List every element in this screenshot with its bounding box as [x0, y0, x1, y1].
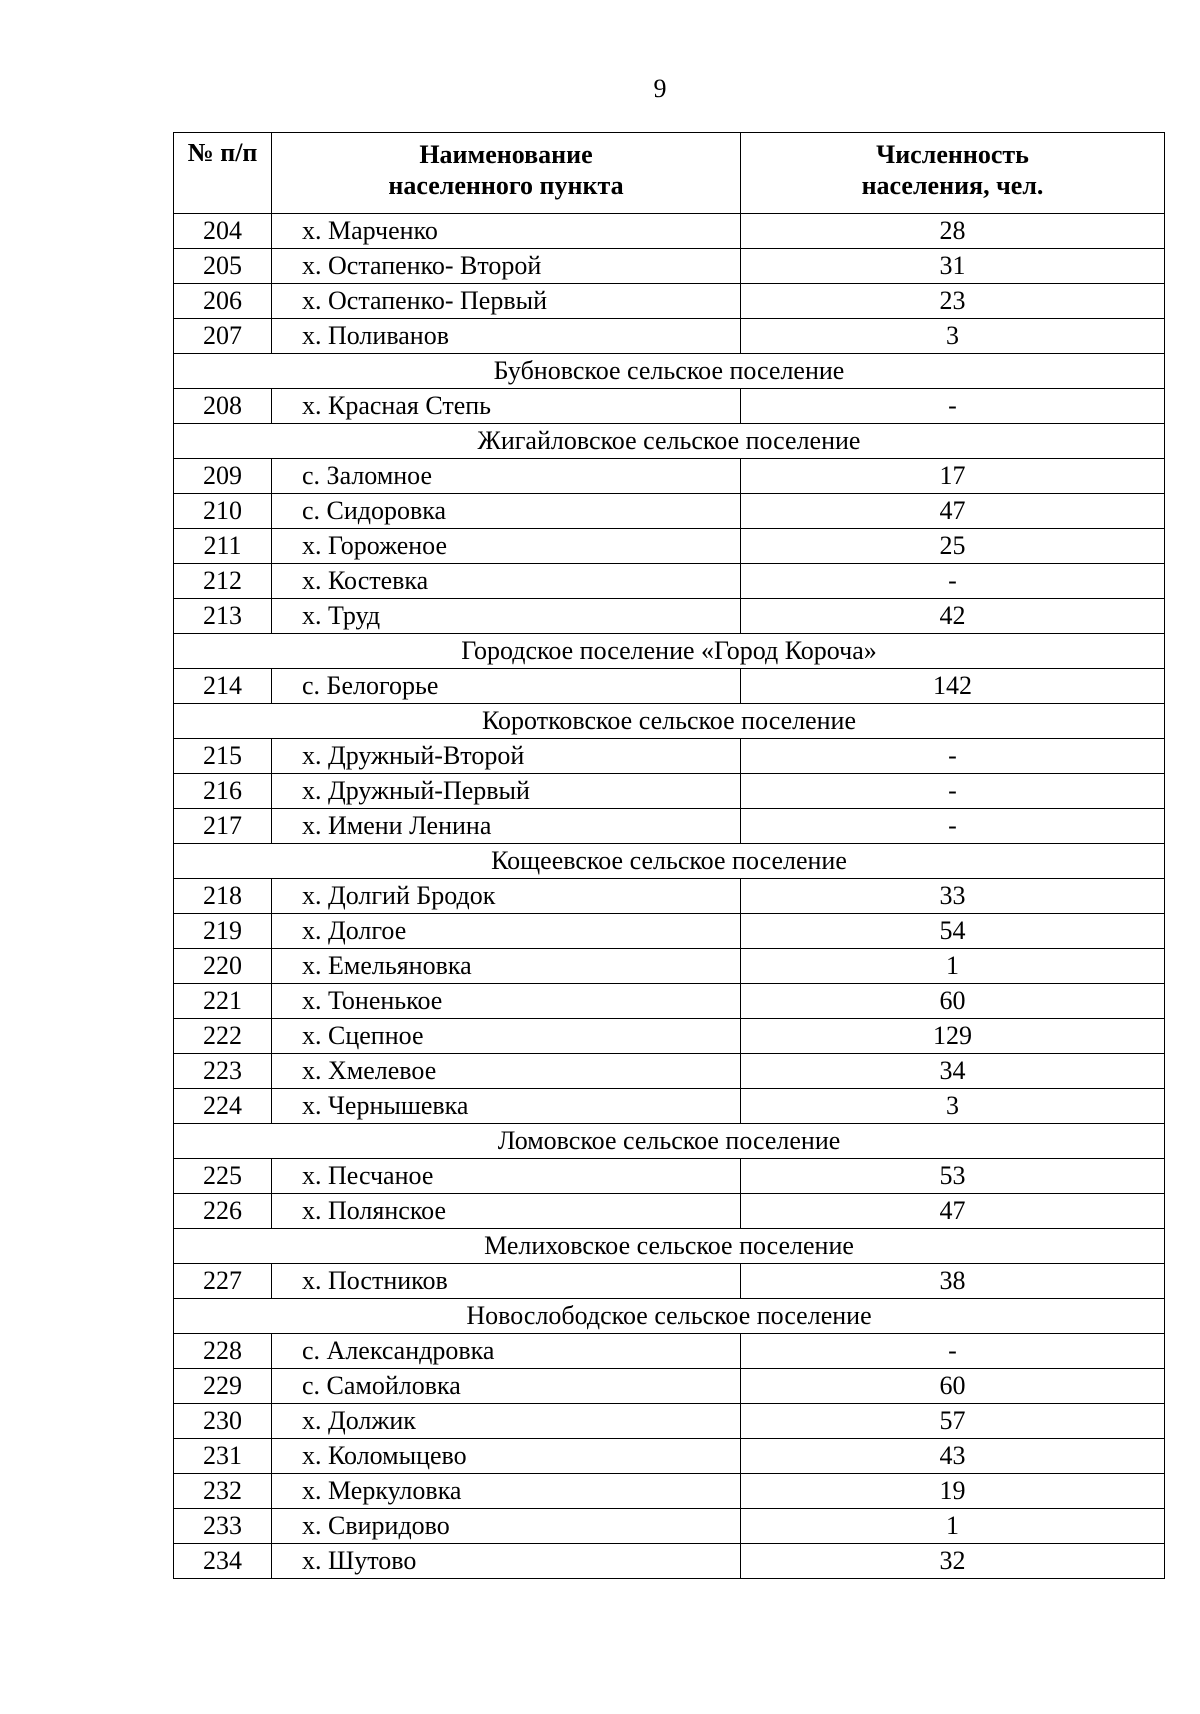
table-row	[174, 949, 1165, 984]
section-title: Городское поселение «Город Короча»	[174, 634, 1165, 669]
row-number: 227	[174, 1264, 272, 1299]
settlement-name: с. Белогорье	[272, 669, 741, 704]
section-title: Коротковское сельское поселение	[174, 704, 1165, 739]
table-row	[174, 1159, 1165, 1194]
table-row	[174, 599, 1165, 634]
settlement-name: х. Коломыцево	[272, 1439, 741, 1474]
population-value: -	[741, 389, 1165, 424]
section-row	[174, 354, 1165, 389]
settlement-name: х. Красная Степь	[272, 389, 741, 424]
settlement-name: х. Шутово	[272, 1544, 741, 1579]
table-row	[174, 389, 1165, 424]
table-row	[174, 1369, 1165, 1404]
settlement-name: с. Самойловка	[272, 1369, 741, 1404]
header-settlement-name	[272, 133, 741, 214]
table-row	[174, 1544, 1165, 1579]
settlement-name: х. Песчаное	[272, 1159, 741, 1194]
table-row	[174, 494, 1165, 529]
population-value: 1	[741, 1509, 1165, 1544]
population-value: 3	[741, 1089, 1165, 1124]
settlement-name: х. Костевка	[272, 564, 741, 599]
row-number: 209	[174, 459, 272, 494]
row-number: 226	[174, 1194, 272, 1229]
row-number: 211	[174, 529, 272, 564]
row-number: 234	[174, 1544, 272, 1579]
row-number: 228	[174, 1334, 272, 1369]
header-number: № п/п	[174, 133, 272, 214]
settlement-name: х. Постников	[272, 1264, 741, 1299]
settlement-name: х. Чернышевка	[272, 1089, 741, 1124]
section-title: Ломовское сельское поселение	[174, 1124, 1165, 1159]
row-number: 229	[174, 1369, 272, 1404]
table-row	[174, 669, 1165, 704]
population-value: 25	[741, 529, 1165, 564]
settlements-table-container	[173, 132, 1164, 1579]
row-number: 225	[174, 1159, 272, 1194]
row-number: 214	[174, 669, 272, 704]
settlement-name: с. Александровка	[272, 1334, 741, 1369]
header-row	[174, 133, 1165, 214]
settlement-name: х. Остапенко- Второй	[272, 249, 741, 284]
row-number: 222	[174, 1019, 272, 1054]
row-number: 219	[174, 914, 272, 949]
table-row	[174, 879, 1165, 914]
table-row	[174, 1474, 1165, 1509]
table-row	[174, 774, 1165, 809]
population-value: -	[741, 1334, 1165, 1369]
settlement-name: х. Имени Ленина	[272, 809, 741, 844]
row-number: 210	[174, 494, 272, 529]
row-number: 232	[174, 1474, 272, 1509]
section-title: Новослободское сельское поселение	[174, 1299, 1165, 1334]
header-name-line2: населенного пункта	[388, 171, 624, 200]
settlement-name: х. Тоненькое	[272, 984, 741, 1019]
settlement-name: с. Заломное	[272, 459, 741, 494]
population-value: 34	[741, 1054, 1165, 1089]
table-row	[174, 1509, 1165, 1544]
table-row	[174, 564, 1165, 599]
table-row	[174, 1054, 1165, 1089]
population-value: 17	[741, 459, 1165, 494]
row-number: 233	[174, 1509, 272, 1544]
table-row	[174, 284, 1165, 319]
row-number: 207	[174, 319, 272, 354]
settlement-name: х. Долгое	[272, 914, 741, 949]
settlement-name: х. Гороженое	[272, 529, 741, 564]
row-number: 217	[174, 809, 272, 844]
table-row	[174, 214, 1165, 249]
settlement-name: с. Сидоровка	[272, 494, 741, 529]
population-value: 47	[741, 1194, 1165, 1229]
table-header	[174, 133, 1165, 214]
settlement-name: х. Емельяновка	[272, 949, 741, 984]
table-row	[174, 529, 1165, 564]
settlement-name: х. Дружный-Первый	[272, 774, 741, 809]
settlement-name: х. Остапенко- Первый	[272, 284, 741, 319]
row-number: 205	[174, 249, 272, 284]
population-value: 60	[741, 1369, 1165, 1404]
population-value: 28	[741, 214, 1165, 249]
row-number: 220	[174, 949, 272, 984]
row-number: 212	[174, 564, 272, 599]
section-row	[174, 424, 1165, 459]
settlement-name: х. Хмелевое	[272, 1054, 741, 1089]
settlement-name: х. Долгий Бродок	[272, 879, 741, 914]
row-number: 206	[174, 284, 272, 319]
header-pop-line1: Численность	[876, 140, 1029, 169]
table-row	[174, 1194, 1165, 1229]
table-row	[174, 914, 1165, 949]
population-value: -	[741, 739, 1165, 774]
section-title: Жигайловское сельское поселение	[174, 424, 1165, 459]
settlements-table	[173, 132, 1165, 1579]
table-row	[174, 249, 1165, 284]
table-row	[174, 1404, 1165, 1439]
population-value: -	[741, 774, 1165, 809]
table-row	[174, 459, 1165, 494]
population-value: -	[741, 809, 1165, 844]
table-row	[174, 1019, 1165, 1054]
section-row	[174, 1299, 1165, 1334]
header-pop-line2: населения, чел.	[861, 171, 1044, 200]
table-row	[174, 319, 1165, 354]
row-number: 224	[174, 1089, 272, 1124]
row-number: 231	[174, 1439, 272, 1474]
population-value: 57	[741, 1404, 1165, 1439]
table-row	[174, 1089, 1165, 1124]
table-row	[174, 1334, 1165, 1369]
row-number: 215	[174, 739, 272, 774]
population-value: 42	[741, 599, 1165, 634]
row-number: 208	[174, 389, 272, 424]
settlement-name: х. Марченко	[272, 214, 741, 249]
population-value: 54	[741, 914, 1165, 949]
population-value: 1	[741, 949, 1165, 984]
population-value: 38	[741, 1264, 1165, 1299]
row-number: 223	[174, 1054, 272, 1089]
table-body	[174, 214, 1165, 1579]
population-value: 31	[741, 249, 1165, 284]
table-row	[174, 984, 1165, 1019]
settlement-name: х. Должик	[272, 1404, 741, 1439]
table-row	[174, 739, 1165, 774]
section-title: Мелиховское сельское поселение	[174, 1229, 1165, 1264]
population-value: 33	[741, 879, 1165, 914]
population-value: 129	[741, 1019, 1165, 1054]
section-row	[174, 1124, 1165, 1159]
header-population	[741, 133, 1165, 214]
population-value: 19	[741, 1474, 1165, 1509]
population-value: 60	[741, 984, 1165, 1019]
row-number: 204	[174, 214, 272, 249]
row-number: 218	[174, 879, 272, 914]
row-number: 221	[174, 984, 272, 1019]
settlement-name: х. Труд	[272, 599, 741, 634]
header-name-line1: Наименование	[419, 140, 593, 169]
row-number: 230	[174, 1404, 272, 1439]
page-number: 9	[653, 74, 667, 103]
settlement-name: х. Полянское	[272, 1194, 741, 1229]
section-title: Бубновское сельское поселение	[174, 354, 1165, 389]
population-value: -	[741, 564, 1165, 599]
settlement-name: х. Дружный-Второй	[272, 739, 741, 774]
population-value: 53	[741, 1159, 1165, 1194]
row-number: 216	[174, 774, 272, 809]
settlement-name: х. Свиридово	[272, 1509, 741, 1544]
settlement-name: х. Сцепное	[272, 1019, 741, 1054]
settlement-name: х. Меркуловка	[272, 1474, 741, 1509]
row-number: 213	[174, 599, 272, 634]
section-title: Кощеевское сельское поселение	[174, 844, 1165, 879]
section-row	[174, 634, 1165, 669]
settlement-name: х. Поливанов	[272, 319, 741, 354]
population-value: 43	[741, 1439, 1165, 1474]
population-value: 3	[741, 319, 1165, 354]
table-row	[174, 1439, 1165, 1474]
population-value: 32	[741, 1544, 1165, 1579]
section-row	[174, 844, 1165, 879]
section-row	[174, 704, 1165, 739]
population-value: 142	[741, 669, 1165, 704]
table-row	[174, 1264, 1165, 1299]
table-row	[174, 809, 1165, 844]
population-value: 23	[741, 284, 1165, 319]
population-value: 47	[741, 494, 1165, 529]
section-row	[174, 1229, 1165, 1264]
